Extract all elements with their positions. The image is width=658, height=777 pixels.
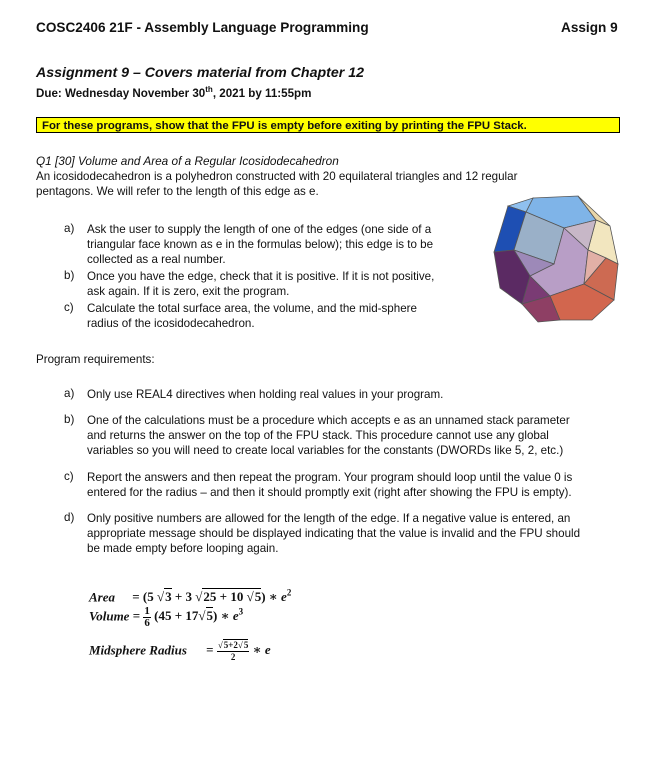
step-line: triangular face known as e in the formulas below); this edge is to be	[87, 238, 434, 251]
due-date: Due: Wednesday November 30th, 2021 by 11:55pm	[36, 85, 312, 100]
requirement-label: c)	[64, 470, 74, 483]
step-line: Calculate the total surface area, the volume, and the mid-sphere	[87, 302, 417, 315]
requirement-label: b)	[64, 413, 75, 426]
icosidodecahedron-image	[488, 192, 620, 326]
requirement-line: appropriate message should be displayed indicating that the value is invalid and the FPU should	[87, 527, 581, 540]
question-title: Q1 [30] Volume and Area of a Regular Icosidodecahedron	[36, 154, 339, 168]
requirement-line: and returns the answer on the top of the FPU stack. This procedure cannot use any global	[87, 429, 549, 442]
question-intro-line: pentagons. We will refer to the length of this edge as e.	[36, 185, 319, 198]
step-line: Ask the user to supply the length of one of the edges (one side of a	[87, 223, 432, 236]
step-line: collected as a real number.	[87, 253, 226, 266]
requirement-line: variables so you will need to create local variables for the constants (DWORDs like 5, 2, etc.)	[87, 444, 564, 457]
area-formula: Area = (5 √3 + 3 √25 + 10 √5) ∗ $e^2$	[89, 588, 292, 605]
area-label: Area	[89, 589, 115, 605]
course-title: COSC2406 21F - Assembly Language Programming	[36, 20, 369, 35]
step-line: Once you have the edge, check that it is positive. If it is not positive,	[87, 270, 435, 283]
volume-label: Volume	[89, 608, 130, 624]
step-line: radius of the icosidodecahedron.	[87, 317, 255, 330]
assignment-title: Assignment 9 – Covers material from Chapter 12	[36, 65, 365, 81]
requirement-line: Report the answers and then repeat the program. Your program should loop until the value 0 is	[87, 471, 573, 484]
step-line: ask again. If it is zero, exit the program.	[87, 285, 290, 298]
step-label: a)	[64, 222, 75, 235]
step-label: c)	[64, 301, 74, 314]
requirement-label: d)	[64, 511, 75, 524]
requirement-line: One of the calculations must be a procedure which accepts e as an unnamed stack parameter	[87, 414, 570, 427]
requirement-line: be made empty before looping again.	[87, 542, 279, 555]
fpu-banner: For these programs, show that the FPU is empty before exiting by printing the FPU Stack.	[36, 117, 620, 133]
question-intro-line: An icosidodecahedron is a polyhedron constructed with 20 equilateral triangles and 12 regular	[36, 170, 518, 183]
requirement-line: Only positive numbers are allowed for the length of the edge. If a negative value is entered, an	[87, 512, 571, 525]
midsphere-radius-formula: Midsphere Radius = $\frac{√5+2√5}{2}$ ∗ e	[89, 640, 271, 662]
midsphere-radius-label: Midsphere Radius	[89, 642, 187, 658]
requirement-line: Only use REAL4 directives when holding real values in your program.	[87, 388, 444, 401]
requirement-line: entered for the radius – and then it should promptly exit (right after showing the FPU is empty).	[87, 486, 572, 499]
requirements-heading: Program requirements:	[36, 353, 155, 366]
volume-formula: Volume = $\frac{1}{6}$ (45 + 17√5) ∗ $e^3$	[89, 605, 244, 629]
requirement-label: a)	[64, 387, 75, 400]
assignment-number: Assign 9	[561, 20, 618, 35]
step-label: b)	[64, 269, 75, 282]
